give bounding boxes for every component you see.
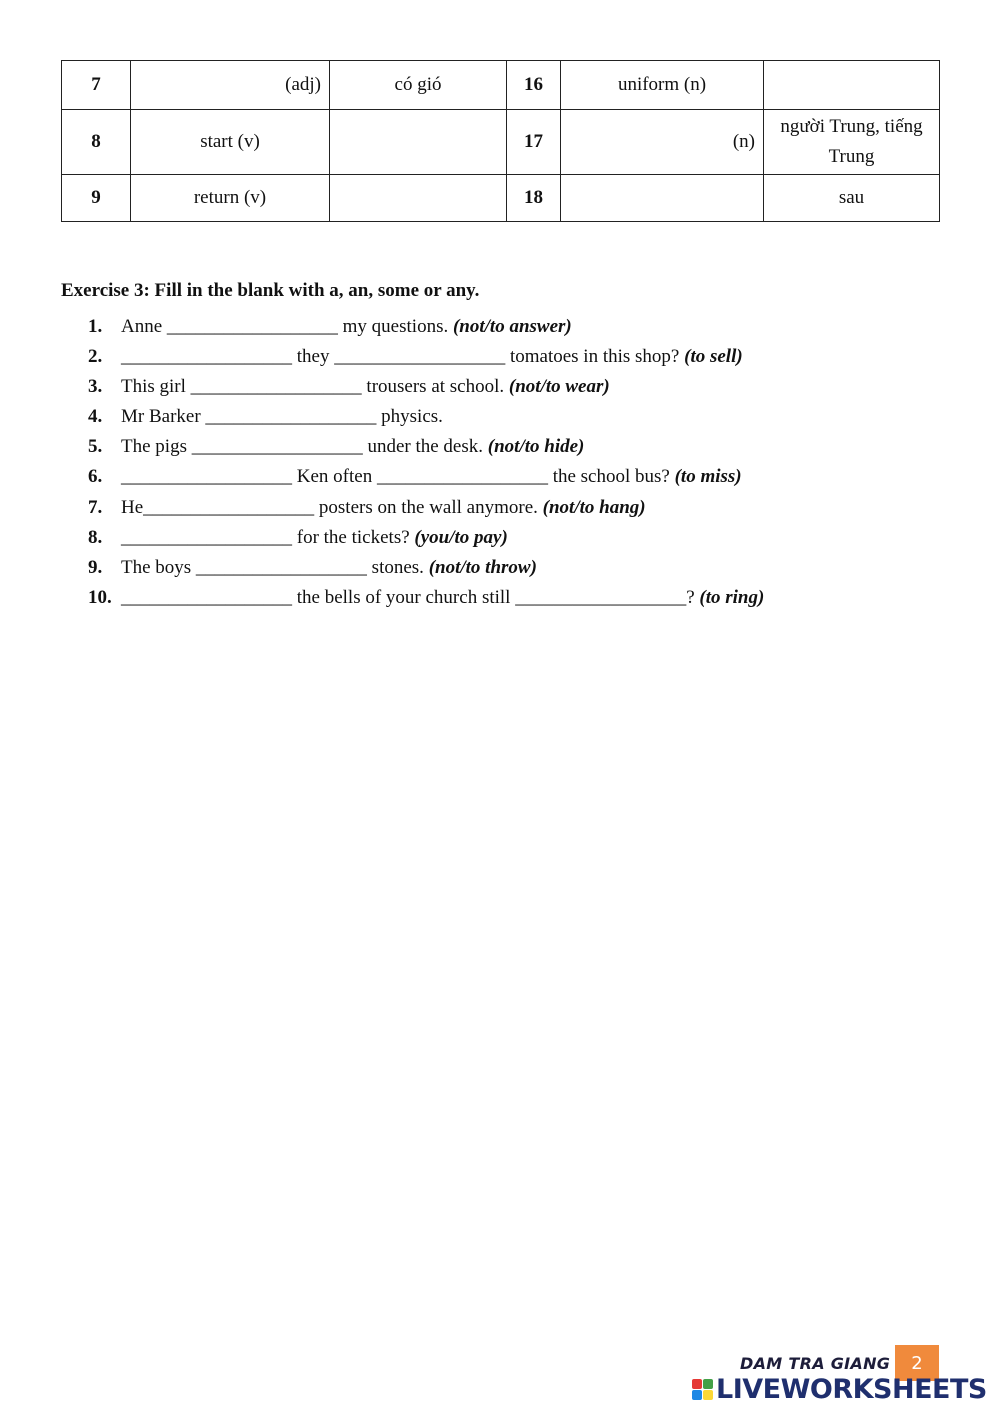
item-number: 9.: [88, 556, 103, 578]
meaning-cell: người Trung, tiếng Trung: [764, 110, 940, 175]
item-number: 3.: [88, 376, 103, 398]
item-hint: (you/to pay): [414, 526, 508, 548]
cube-yellow: [703, 1390, 713, 1400]
item-number: 7.: [88, 496, 103, 518]
item-hint: (not/to wear): [508, 376, 610, 398]
row-number: 9: [62, 175, 131, 222]
cube-green: [703, 1379, 713, 1389]
table-row: [62, 110, 940, 175]
item-text: Mr Barker __________________ physics.: [121, 406, 443, 428]
list-item: [88, 523, 764, 553]
list-item: [88, 402, 764, 432]
word-cell: (adj): [131, 61, 330, 110]
item-text: Anne __________________ my questions.: [121, 316, 453, 337]
list-item: [88, 312, 764, 342]
item-hint: (to miss): [674, 466, 742, 488]
liveworksheets-logo: [692, 1374, 987, 1405]
exercise-title: Exercise 3: Fill in the blank with a, an, some or any.: [61, 280, 480, 301]
item-number: 10.: [88, 586, 112, 608]
item-number: 2.: [88, 346, 103, 368]
list-item: [88, 432, 764, 462]
item-hint: (to sell): [684, 346, 743, 368]
list-item: [88, 462, 764, 492]
item-text: __________________ for the tickets?: [121, 526, 415, 548]
word-cell: (n): [561, 110, 764, 175]
table-row: [62, 175, 940, 222]
item-text: The boys __________________ stones.: [121, 556, 429, 578]
word-cell: [561, 175, 764, 222]
item-number: 8.: [88, 526, 103, 548]
cube-blue: [692, 1390, 702, 1400]
cube-red: [692, 1379, 702, 1389]
item-text: __________________ they __________________ tomatoes in this shop?: [121, 346, 685, 368]
item-hint: (not/to throw): [428, 556, 537, 578]
row-number: 16: [507, 61, 561, 110]
item-hint: (not/to hang): [542, 496, 646, 518]
meaning-cell: [764, 61, 940, 110]
row-number: 8: [62, 110, 131, 175]
table-row: [62, 61, 940, 110]
meaning-cell: có gió: [330, 61, 507, 110]
item-number: 5.: [88, 436, 103, 458]
item-text: __________________ the bells of your church still __________________?: [121, 586, 700, 608]
list-item: [88, 583, 764, 613]
word-cell: uniform (n): [561, 61, 764, 110]
row-number: 17: [507, 110, 561, 175]
author-name: DAM TRA GIANG: [740, 1354, 891, 1373]
item-hint: (not/to hide): [487, 436, 585, 458]
item-number: 1.: [88, 316, 103, 337]
row-number: 7: [62, 61, 131, 110]
logo-cubes-icon: [692, 1379, 713, 1400]
list-item: [88, 493, 764, 523]
row-number: 18: [507, 175, 561, 222]
list-item: [88, 372, 764, 402]
meaning-cell: sau: [764, 175, 940, 222]
list-item: [88, 342, 764, 372]
item-text: The pigs __________________ under the desk.: [121, 436, 488, 458]
item-text: This girl __________________ trousers at school.: [121, 376, 509, 398]
item-hint: (not/to answer): [452, 316, 572, 337]
page-number: 2: [895, 1345, 939, 1381]
word-cell: return (v): [131, 175, 330, 222]
list-item: [88, 553, 764, 583]
item-number: 6.: [88, 466, 103, 488]
item-text: __________________ Ken often __________________ the school bus?: [121, 466, 675, 488]
meaning-cell: [330, 110, 507, 175]
logo-text: LIVEWORKSHEETS: [716, 1374, 987, 1405]
vocabulary-table: [61, 60, 940, 222]
meaning-cell: [330, 175, 507, 222]
item-number: 4.: [88, 406, 103, 428]
exercise-list: [88, 312, 764, 613]
word-cell: start (v): [131, 110, 330, 175]
item-text: He__________________ posters on the wall anymore.: [121, 496, 543, 518]
item-hint: (to ring): [699, 586, 765, 608]
